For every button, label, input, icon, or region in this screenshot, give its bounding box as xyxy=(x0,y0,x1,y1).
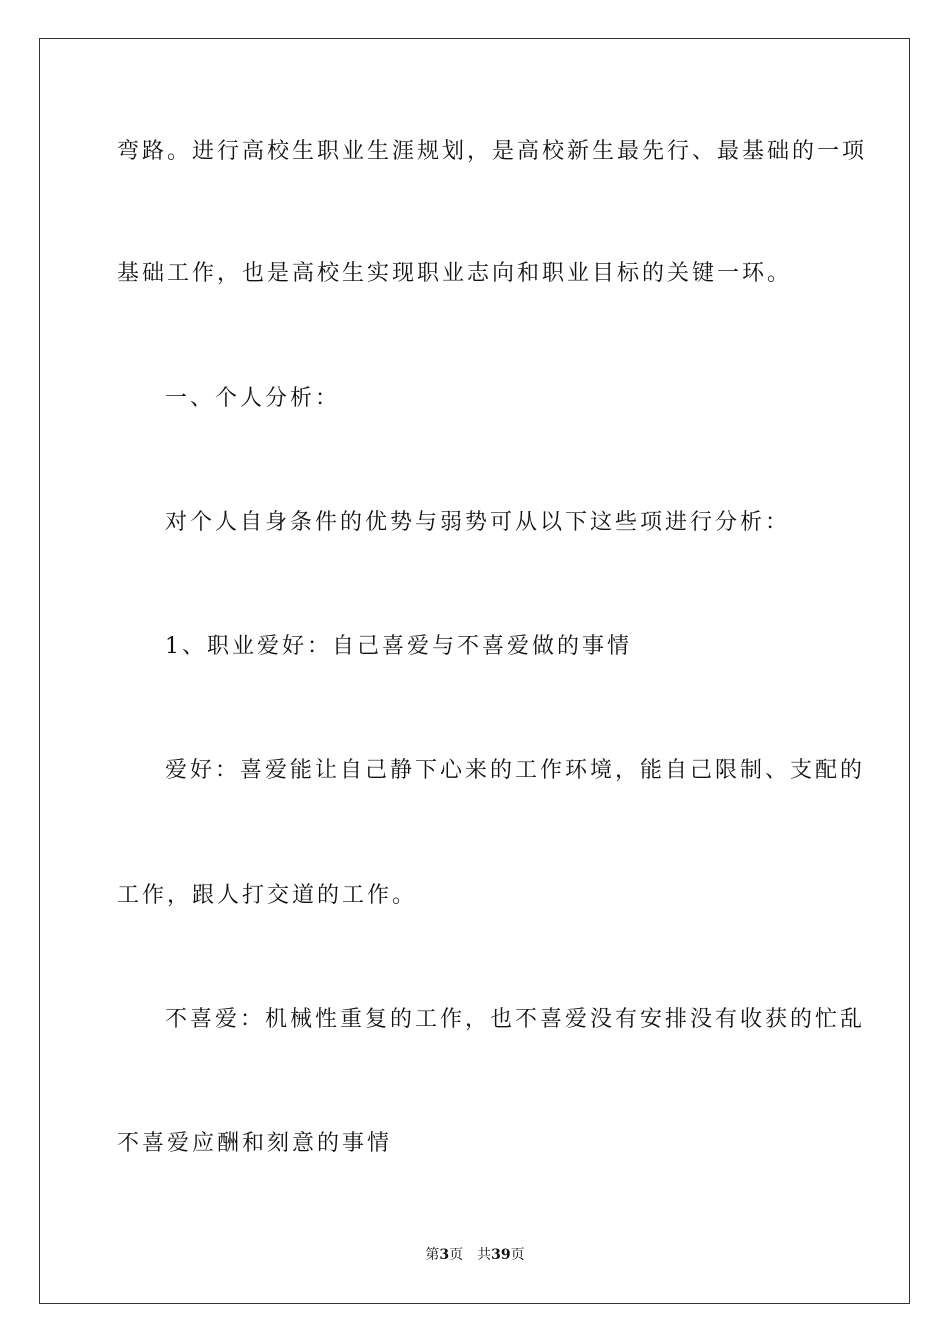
footer-total-pages: 39 xyxy=(491,1247,511,1263)
paragraph-line-4: 爱好：喜爱能让自己静下心来的工作环境，能自己限制、支配的 xyxy=(165,758,866,783)
list-item-heading: 1、职业爱好：自己喜爱与不喜爱做的事情 xyxy=(165,634,632,659)
footer-page-suffix: 页 xyxy=(449,1247,464,1263)
page-footer xyxy=(0,1246,950,1264)
footer-page-number: 3 xyxy=(439,1247,450,1263)
paragraph-line-3: 对个人自身条件的优势与弱势可从以下这些项进行分析： xyxy=(165,510,791,535)
section-heading: 一、个人分析： xyxy=(165,386,341,411)
paragraph-line-7: 不喜爱应酬和刻意的事情 xyxy=(117,1131,393,1156)
footer-total-prefix: 共 xyxy=(477,1247,492,1263)
paragraph-line-1: 弯路。进行高校生职业生涯规划，是高校新生最先行、最基础的一项 xyxy=(117,139,868,164)
paragraph-line-5: 工作，跟人打交道的工作。 xyxy=(117,883,418,908)
footer-total-suffix: 页 xyxy=(510,1247,525,1263)
paragraph-line-2: 基础工作，也是高校生实现职业志向和职业目标的关键一环。 xyxy=(117,261,793,286)
footer-page-prefix: 第 xyxy=(425,1247,440,1263)
page-border xyxy=(39,38,910,1304)
paragraph-line-6: 不喜爱：机械性重复的工作，也不喜爱没有安排没有收获的忙乱 xyxy=(165,1007,866,1032)
